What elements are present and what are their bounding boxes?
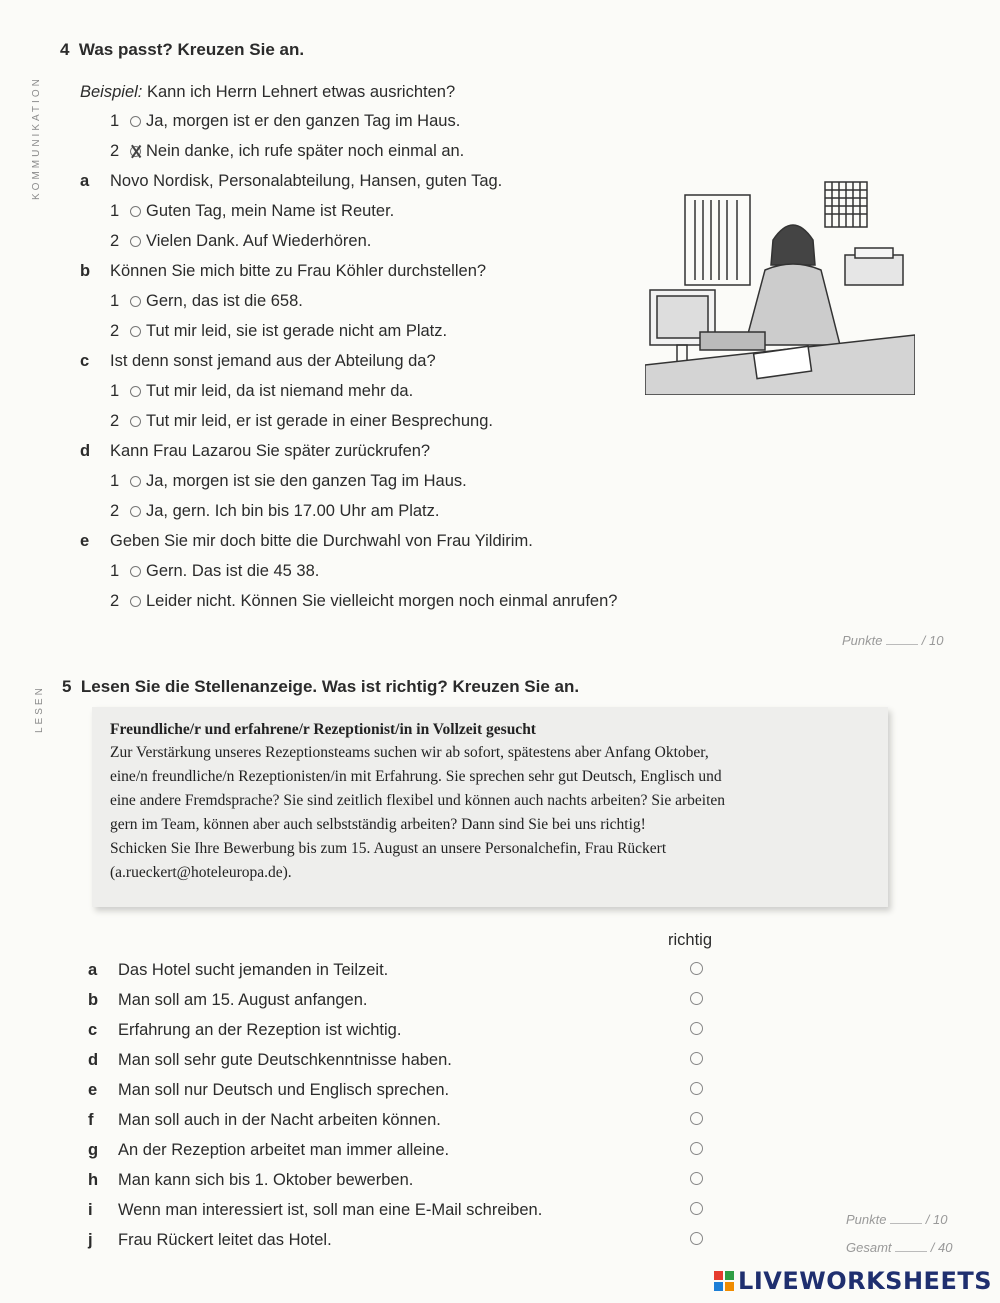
option-d-2: 2 Ja, gern. Ich bin bis 17.00 Uhr am Platz. [110, 502, 440, 520]
column-header-richtig: richtig [668, 931, 713, 949]
statement-h: h Man kann sich bis 1. Oktober bewerben. [88, 1171, 414, 1189]
option-a-1: 1 Guten Tag, mein Name ist Reuter. [110, 202, 395, 220]
radio-circle[interactable] [130, 326, 141, 337]
option-e-2: 2 Leider nicht. Können Sie vielleicht morgen noch einmal anrufen? [110, 592, 618, 610]
option-e-1: 1 Gern. Das ist die 45 38. [110, 562, 320, 580]
radio-circle[interactable] [130, 296, 141, 307]
radio-circle[interactable] [130, 476, 141, 487]
example-option-1: 1 Ja, morgen ist er den ganzen Tag im Haus. [110, 112, 461, 130]
richtig-checkbox-d[interactable] [690, 1052, 703, 1065]
radio-circle[interactable] [130, 416, 141, 427]
question-e: e Geben Sie mir doch bitte die Durchwahl von Frau Yildirim. [80, 532, 533, 550]
liveworksheets-logo-icon [714, 1271, 734, 1291]
option-d-1: 1 Ja, morgen ist sie den ganzen Tag im Haus. [110, 472, 467, 490]
option-c-2: 2 Tut mir leid, er ist gerade in einer Besprechung. [110, 412, 493, 430]
richtig-checkbox-f[interactable] [690, 1112, 703, 1125]
radio-circle[interactable] [130, 506, 141, 517]
richtig-checkbox-a[interactable] [690, 962, 703, 975]
ad-line: eine andere Fremdsprache? Sie sind zeitlich flexibel und können auch nachts arbeiten? Sie arbeiten [110, 792, 726, 809]
question-d: d Kann Frau Lazarou Sie später zurückrufen? [80, 442, 431, 460]
radio-circle[interactable] [130, 596, 141, 607]
side-label-kommunikation: KOMMUNIKATION [31, 76, 42, 200]
richtig-checkbox-h[interactable] [690, 1172, 703, 1185]
office-phone-illustration [645, 170, 915, 395]
option-c-1: 1 Tut mir leid, da ist niemand mehr da. [110, 382, 414, 400]
example-question: Beispiel: Kann ich Herrn Lehnert etwas ausrichten? [80, 83, 456, 101]
example-option-2: 2 Nein danke, ich rufe später noch einmal an. [110, 142, 465, 160]
points-section-4: Punkte / 10 [842, 633, 944, 648]
statement-e: e Man soll nur Deutsch und Englisch sprechen. [88, 1081, 450, 1099]
ad-title: Freundliche/r und erfahrene/r Rezeptionist/in in Vollzeit gesucht [110, 721, 536, 738]
exercise-number: 4 [60, 40, 70, 59]
richtig-checkbox-b[interactable] [690, 992, 703, 1005]
example-label: Beispiel: [80, 83, 143, 101]
radio-circle[interactable] [130, 566, 141, 577]
ad-line: (a.rueckert@hoteleuropa.de). [110, 864, 292, 881]
total-blank[interactable] [895, 1251, 927, 1252]
statement-b: b Man soll am 15. August anfangen. [88, 991, 368, 1009]
option-b-1: 1 Gern, das ist die 658. [110, 292, 303, 310]
radio-circle[interactable] [130, 206, 141, 217]
richtig-checkbox-c[interactable] [690, 1022, 703, 1035]
ad-line: eine/n freundliche/n Rezeptionisten/in mit Erfahrung. Sie sprechen sehr gut Deutsch, Englisch und [110, 768, 722, 785]
exercise-title: Was passt? Kreuzen Sie an. [78, 40, 305, 59]
statement-a: a Das Hotel sucht jemanden in Teilzeit. [88, 961, 389, 979]
exercise-number: 5 [62, 677, 72, 696]
question-b: b Können Sie mich bitte zu Frau Köhler durchstellen? [80, 262, 487, 280]
statement-d: d Man soll sehr gute Deutschkenntnisse haben. [88, 1051, 452, 1069]
ad-line: Schicken Sie Ihre Bewerbung bis zum 15. August an unsere Personalchefin, Frau Rückert [110, 840, 667, 857]
crossed-circle-icon [130, 146, 141, 157]
statement-g: g An der Rezeption arbeitet man immer alleine. [88, 1141, 450, 1159]
total-points: Gesamt / 40 [846, 1240, 953, 1255]
question-c: c Ist denn sonst jemand aus der Abteilung da? [80, 352, 436, 370]
option-a-2: 2 Vielen Dank. Auf Wiederhören. [110, 232, 372, 250]
liveworksheets-logo: LIVEWORKSHEETS [714, 1267, 992, 1295]
richtig-checkbox-g[interactable] [690, 1142, 703, 1155]
richtig-checkbox-j[interactable] [690, 1232, 703, 1245]
option-b-2: 2 Tut mir leid, sie ist gerade nicht am Platz. [110, 322, 448, 340]
statement-f: f Man soll auch in der Nacht arbeiten können. [88, 1111, 441, 1129]
exercise-4-heading [60, 40, 304, 60]
question-a: a Novo Nordisk, Personalabteilung, Hansen, guten Tag. [80, 172, 503, 190]
radio-circle[interactable] [130, 116, 141, 127]
side-label-lesen: LESEN [34, 685, 45, 733]
exercise-title: Lesen Sie die Stellenanzeige. Was ist richtig? Kreuzen Sie an. [80, 677, 580, 696]
statement-j: j Frau Rückert leitet das Hotel. [88, 1231, 332, 1249]
ad-line: gern im Team, können aber auch selbstständig arbeiten? Dann sind Sie bei uns richtig! [110, 816, 646, 833]
points-section-5: Punkte / 10 [846, 1212, 948, 1227]
statement-c: c Erfahrung an der Rezeption ist wichtig. [88, 1021, 402, 1039]
ad-line: Zur Verstärkung unseres Rezeptionsteams suchen wir ab sofort, spätestens aber Anfang Oktober, [110, 744, 709, 761]
statement-i: i Wenn man interessiert ist, soll man eine E-Mail schreiben. [88, 1201, 543, 1219]
richtig-checkbox-e[interactable] [690, 1082, 703, 1095]
radio-circle[interactable] [130, 386, 141, 397]
richtig-checkbox-i[interactable] [690, 1202, 703, 1215]
radio-circle[interactable] [130, 236, 141, 247]
exercise-5-heading [62, 677, 579, 697]
points-blank[interactable] [886, 644, 918, 645]
points-blank[interactable] [890, 1223, 922, 1224]
